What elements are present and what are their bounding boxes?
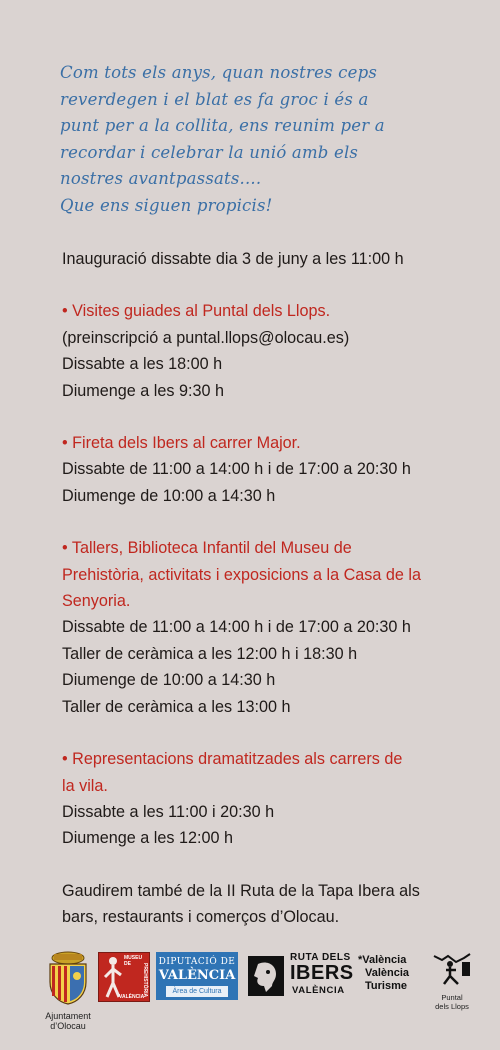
section-tallers bbox=[62, 535, 462, 720]
museu-city: VALÈNCIA bbox=[119, 994, 145, 1000]
ruta-ibers-logo bbox=[246, 952, 354, 1000]
schedule-line: (preinscripció a puntal.llops@olocau.es) bbox=[62, 328, 350, 347]
schedule-line: Dissabte a les 11:00 i 20:30 h bbox=[62, 802, 275, 821]
ruta-label: RUTA DELS bbox=[290, 952, 351, 963]
valencia-turisme-logo bbox=[358, 954, 430, 993]
museu-logo bbox=[98, 952, 150, 1002]
museu-label-vertical: PREHISTÒRIA bbox=[142, 963, 148, 998]
schedule-line: Dissabte de 11:00 a 14:00 h i de 17:00 a 20:30 h bbox=[62, 618, 411, 637]
intro-line: Que ens siguen propicis! bbox=[60, 195, 273, 215]
section-title: Senyoria. bbox=[62, 592, 131, 611]
puntal-caption-2: dels Llops bbox=[435, 1002, 469, 1011]
schedule-line: Diumenge de 10:00 a 14:30 h bbox=[62, 486, 276, 505]
diputacio-area: Àrea de Cultura bbox=[166, 986, 228, 997]
intro-line: reverdegen i el blat es fa groc i és a bbox=[60, 89, 369, 109]
closing-line: Gaudirem també de la II Ruta de la Tapa Ibera als bbox=[62, 881, 420, 900]
schedule-line: Diumenge a les 12:00 h bbox=[62, 829, 233, 848]
schedule-line: Dissabte a les 18:00 h bbox=[62, 355, 223, 374]
schedule-line: Dissabte de 11:00 a 14:00 h i de 17:00 a 20:30 h bbox=[62, 460, 411, 479]
section-title: la vila. bbox=[62, 776, 108, 795]
closing-line: bars, restaurants i comerços d’Olocau. bbox=[62, 908, 340, 927]
section-title: • Visites guiades al Puntal dels Llops. bbox=[62, 302, 331, 321]
diputacio-name: VALÈNCIA bbox=[158, 968, 236, 983]
section-title: Prehistòria, activitats i exposicions a la Casa de la bbox=[62, 565, 421, 584]
schedule-line: Diumenge a les 9:30 h bbox=[62, 381, 224, 400]
intro-line: nostres avantpassats.... bbox=[60, 169, 262, 188]
section-representacions bbox=[62, 746, 462, 852]
section-visites bbox=[62, 298, 462, 404]
program bbox=[62, 246, 462, 931]
figure-icon bbox=[103, 955, 123, 999]
turisme-line-3: Turisme bbox=[365, 980, 407, 992]
closing-text bbox=[62, 878, 462, 931]
turisme-line-1: *València bbox=[358, 954, 407, 966]
ajuntament-logo bbox=[40, 948, 96, 1031]
iberian-head-icon bbox=[246, 954, 286, 998]
puntal-caption-1: Puntal bbox=[441, 993, 463, 1002]
section-title: • Fireta dels Ibers al carrer Major. bbox=[62, 434, 301, 453]
ajuntament-caption-1: Ajuntament bbox=[45, 1011, 91, 1021]
section-fireta bbox=[62, 430, 462, 509]
intro-text bbox=[60, 60, 460, 219]
section-title: • Tallers, Biblioteca Infantil del Museu de bbox=[62, 539, 352, 558]
intro-line: recordar i celebrar la unió amb els bbox=[60, 142, 359, 162]
intro-line: punt per a la collita, ens reunim per a bbox=[60, 116, 385, 135]
schedule-line: Taller de ceràmica a les 13:00 h bbox=[62, 697, 291, 716]
ajuntament-caption-2: d’Olocau bbox=[50, 1021, 86, 1031]
section-title: • Representacions dramatitzades als carrers de bbox=[62, 750, 403, 769]
diputacio-logo bbox=[156, 952, 238, 1000]
ruta-city: VALÈNCIA bbox=[292, 985, 345, 996]
coat-of-arms-icon bbox=[40, 948, 96, 1006]
inauguration-text: Inauguració dissabte dia 3 de juny a les 11:00 h bbox=[62, 250, 404, 268]
schedule-line: Taller de ceràmica a les 12:00 h i 18:30 h bbox=[62, 644, 358, 663]
intro-line: Com tots els anys, quan nostres ceps bbox=[60, 63, 378, 82]
museu-label: MUSEU DE bbox=[124, 955, 143, 967]
ruta-ibers-name: IBERS bbox=[290, 962, 354, 984]
sponsor-logos bbox=[40, 948, 470, 1038]
puntal-logo bbox=[428, 948, 476, 1011]
diputacio-title: DIPUTACIÓ DE bbox=[158, 957, 236, 967]
turisme-line-2: València bbox=[365, 967, 410, 979]
schedule-line: Diumenge de 10:00 a 14:30 h bbox=[62, 671, 276, 690]
rider-icon bbox=[428, 948, 476, 988]
